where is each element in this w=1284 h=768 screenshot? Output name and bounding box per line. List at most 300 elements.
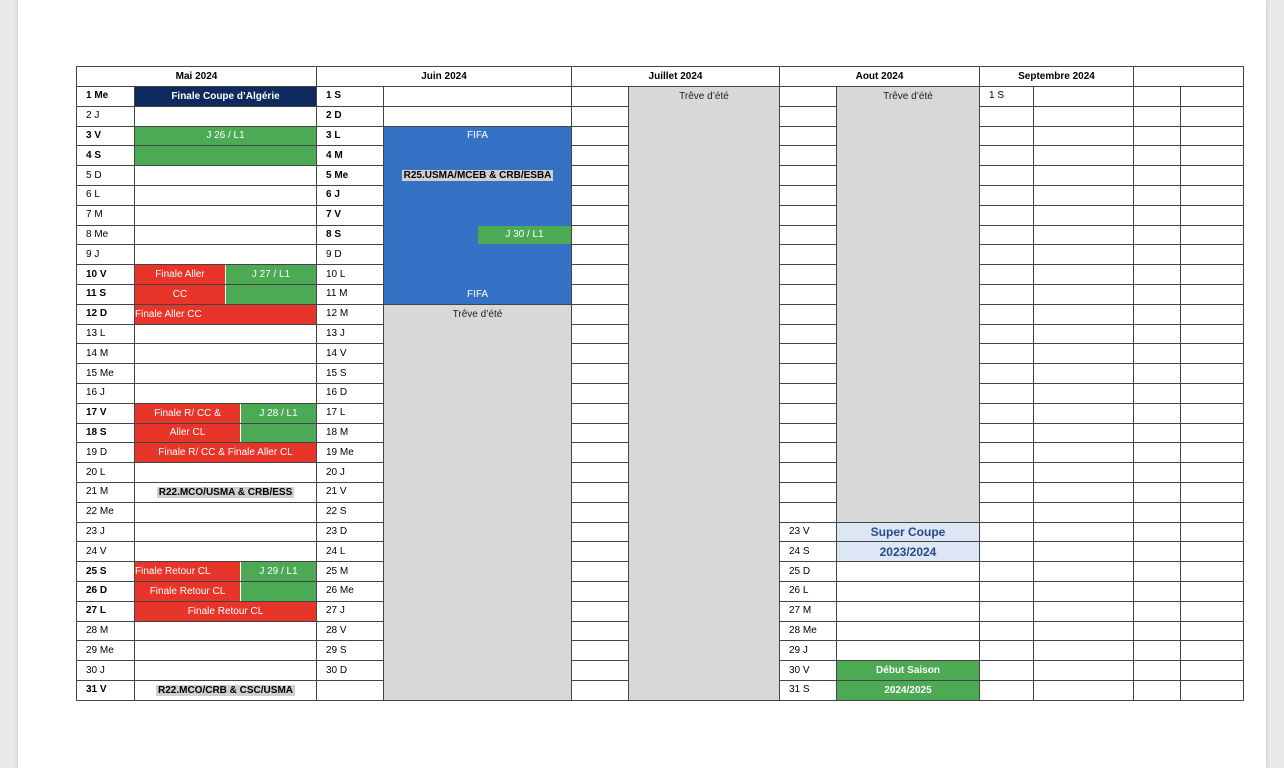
grid-cell [1134,622,1181,642]
grid-cell [572,265,629,285]
grid-cell [780,146,837,166]
grid-cell [1181,404,1244,424]
grid-cell [1034,641,1134,661]
grid-cell [572,364,629,384]
month-header [1134,66,1244,87]
day-label: 8 S [317,226,384,246]
month-header: Juin 2024 [317,66,572,87]
grid-cell [1134,364,1181,384]
grid-cell [980,107,1034,127]
day-label: 1 S [980,87,1034,107]
grid-cell [1181,364,1244,384]
grid-cell [1034,87,1134,107]
month-header: Juillet 2024 [572,66,780,87]
grid-cell [1134,443,1181,463]
day-label: 9 D [317,245,384,265]
grid-cell [980,483,1034,503]
day-label: 5 Me [317,166,384,186]
grid-cell [1134,285,1181,305]
grid-cell [1034,622,1134,642]
grid-cell [135,542,317,562]
grid-cell [1034,265,1134,285]
grid-cell [1034,344,1134,364]
grid-cell [1181,641,1244,661]
event-super-coupe-season [837,542,979,561]
day-label: 25 S [76,562,135,582]
grid-cell [572,325,629,345]
grid-cell [572,483,629,503]
event-finale-retour-cl-1-label: Finale Retour CL [135,566,211,578]
grid-cell [980,424,1034,444]
summer-break-aout [837,87,979,522]
grid-cell [1034,483,1134,503]
event-j29 [241,562,316,581]
event-r22-a-label: R22.MCO/USMA & CRB/ESS [158,486,293,498]
day-label: 21 M [76,483,135,503]
grid-cell [572,127,629,147]
day-label: 17 V [76,404,135,424]
grid-cell [1134,562,1181,582]
grid-cell [572,523,629,543]
grid-cell [1034,681,1134,701]
grid-cell [1034,127,1134,147]
grid-cell [572,87,629,107]
grid-cell [780,404,837,424]
month-header: Aout 2024 [780,66,980,87]
day-label: 16 J [76,384,135,404]
grid-cell [980,285,1034,305]
grid-cell [1181,285,1244,305]
grid-cell [1034,166,1134,186]
grid-cell [135,206,317,226]
grid-cell [980,206,1034,226]
grid-cell [572,542,629,562]
day-label: 11 M [317,285,384,305]
grid-cell [1134,344,1181,364]
grid-cell [1134,166,1181,186]
grid-cell [1181,166,1244,186]
grid-cell [780,325,837,345]
day-label: 15 Me [76,364,135,384]
event-super-coupe-label: Super Coupe [870,524,946,539]
grid-cell [572,582,629,602]
grid-cell [1034,146,1134,166]
grid-cell [980,325,1034,345]
grid-cell [980,265,1034,285]
grid-cell [572,186,629,206]
event-finale-retour-cl-1 [135,562,240,581]
treve-label-juin-label: Trêve d’été [452,308,503,320]
event-finale-retour-cl-2 [135,582,240,601]
grid-cell [384,107,572,127]
event-r25-label: R25.USMA/MCEB & CRB/ESBA [403,170,552,182]
day-label: 10 V [76,265,135,285]
day-label: 21 V [317,483,384,503]
grid-cell [1034,542,1134,562]
event-j27 [226,265,316,284]
grid-cell [780,503,837,523]
day-label: 11 S [76,285,135,305]
event-cc [135,285,225,304]
event-finale-r-cc-label: Finale R/ CC & [154,407,221,419]
grid-cell [1181,186,1244,206]
day-label: 3 V [76,127,135,147]
grid-cell [837,622,980,642]
grid-cell [572,641,629,661]
day-label: 31 S [780,681,837,701]
grid-cell [980,622,1034,642]
grid-cell [1034,404,1134,424]
grid-cell [1134,503,1181,523]
summer-break-juillet [629,87,779,700]
grid-cell [1034,186,1134,206]
event-j27-cont [226,285,316,304]
event-finale-retour-cl-3 [135,602,316,621]
grid-cell [837,562,980,582]
grid-cell [1134,582,1181,602]
grid-cell [780,364,837,384]
event-fifa-2-label: FIFA [466,288,489,300]
grid-cell [980,305,1034,325]
grid-cell [1181,443,1244,463]
event-finale-retour-cl-3-label: Finale Retour CL [187,605,264,617]
day-label: 10 L [317,265,384,285]
grid-cell [1034,107,1134,127]
treve-label-juillet [629,87,779,106]
grid-cell [980,127,1034,147]
treve-label-juin [384,305,571,324]
grid-cell [1134,325,1181,345]
grid-cell [135,523,317,543]
grid-cell [1134,127,1181,147]
event-super-coupe-season-label: 2023/2024 [879,544,937,559]
grid-cell [572,424,629,444]
grid-cell [980,602,1034,622]
grid-cell [135,661,317,681]
day-label: 13 J [317,325,384,345]
event-debut-saison-label: Début Saison [876,665,940,677]
event-j28 [241,404,316,423]
summer-break-juin [384,305,571,700]
day-label: 23 J [76,523,135,543]
grid-cell [780,463,837,483]
grid-cell [980,641,1034,661]
event-j26-label: J 26 / L1 [206,130,245,142]
day-label: 2 D [317,107,384,127]
grid-cell [1181,661,1244,681]
grid-cell [980,245,1034,265]
day-label: 27 J [317,602,384,622]
day-label: 18 M [317,424,384,444]
grid-cell [1034,325,1134,345]
event-finale-r-cc [135,404,240,423]
grid-cell [780,265,837,285]
grid-cell [780,384,837,404]
grid-cell [837,582,980,602]
day-label: 24 V [76,542,135,562]
grid-cell [780,285,837,305]
grid-cell [1134,305,1181,325]
grid-cell [1134,384,1181,404]
event-finale-r-cc-aller-cl-label: Finale R/ CC & Finale Aller CL [158,447,293,459]
day-label: 29 Me [76,641,135,661]
grid-cell [1181,305,1244,325]
grid-cell [135,641,317,661]
grid-cell [780,443,837,463]
grid-cell [1181,265,1244,285]
day-label: 4 M [317,146,384,166]
day-label: 26 D [76,582,135,602]
day-label: 23 D [317,523,384,543]
grid-cell [572,305,629,325]
grid-cell [1181,622,1244,642]
grid-cell [780,424,837,444]
grid-cell [1134,265,1181,285]
grid-cell [1134,146,1181,166]
grid-cell [1181,582,1244,602]
grid-cell [1134,463,1181,483]
grid-cell [980,226,1034,246]
grid-cell [1034,206,1134,226]
grid-cell [572,562,629,582]
grid-cell [135,344,317,364]
grid-cell [1034,245,1134,265]
grid-cell [572,226,629,246]
event-r22-b-label: R22.MCO/CRB & CSC/USMA [157,684,293,696]
grid-cell [980,404,1034,424]
grid-cell [1134,206,1181,226]
grid-cell [780,206,837,226]
day-label: 29 S [317,641,384,661]
grid-cell [1034,463,1134,483]
event-finale-coupe [135,87,316,106]
grid-cell [780,166,837,186]
grid-cell [572,503,629,523]
day-label: 20 J [317,463,384,483]
day-label: 8 Me [76,226,135,246]
grid-cell [1181,424,1244,444]
event-r25 [384,166,571,185]
grid-cell [572,344,629,364]
day-label: 16 D [317,384,384,404]
day-label: 5 D [76,166,135,186]
day-label: 13 L [76,325,135,345]
day-label: 25 D [780,562,837,582]
event-fifa-1 [384,127,571,146]
day-label: 14 M [76,344,135,364]
day-label: 25 M [317,562,384,582]
grid-cell [780,186,837,206]
day-label: 4 S [76,146,135,166]
grid-cell [780,344,837,364]
event-aller-cl [135,424,240,443]
grid-cell [1181,681,1244,701]
event-j29-cont [241,582,316,601]
grid-cell [837,602,980,622]
grid-cell [135,364,317,384]
day-label: 14 V [317,344,384,364]
grid-cell [1134,483,1181,503]
day-label: 6 L [76,186,135,206]
day-label: 1 S [317,87,384,107]
grid-cell [1181,463,1244,483]
grid-cell [980,186,1034,206]
grid-cell [1181,483,1244,503]
grid-cell [980,384,1034,404]
event-debut-saison-year-label: 2024/2025 [884,684,932,696]
event-finale-aller-label: Finale Aller [155,269,205,281]
grid-cell [980,443,1034,463]
grid-cell [1181,146,1244,166]
month-header: Septembre 2024 [980,66,1134,87]
grid-cell [1134,641,1181,661]
grid-cell [780,107,837,127]
grid-cell [1181,226,1244,246]
day-label: 17 L [317,404,384,424]
day-label: 22 S [317,503,384,523]
grid-cell [780,483,837,503]
day-label: 7 V [317,206,384,226]
day-label: 1 Me [76,87,135,107]
day-label: 20 L [76,463,135,483]
grid-cell [1034,562,1134,582]
document-page [18,0,1266,768]
grid-cell [572,404,629,424]
grid-cell [1034,424,1134,444]
grid-cell [1034,364,1134,384]
day-label: 19 Me [317,443,384,463]
grid-cell [384,87,572,107]
day-label: 23 V [780,523,837,543]
event-finale-retour-cl-2-label: Finale Retour CL [149,585,226,597]
grid-cell [135,384,317,404]
day-label: 2 J [76,107,135,127]
grid-cell [980,542,1034,562]
grid-cell [1181,344,1244,364]
grid-cell [980,681,1034,701]
day-label: 30 V [780,661,837,681]
grid-cell [980,463,1034,483]
day-label: 27 L [76,602,135,622]
grid-cell [1034,226,1134,246]
grid-cell [1134,226,1181,246]
grid-cell [572,661,629,681]
day-label: 26 Me [317,582,384,602]
grid-cell [1181,562,1244,582]
day-label: 18 S [76,424,135,444]
day-label: 6 J [317,186,384,206]
event-finale-r-cc-aller-cl [135,443,316,462]
grid-cell [1134,186,1181,206]
treve-label-juillet-label: Trêve d’été [679,90,729,102]
grid-cell [135,325,317,345]
grid-cell [572,285,629,305]
grid-cell [1034,582,1134,602]
grid-cell [980,562,1034,582]
day-label: 30 D [317,661,384,681]
grid-cell [135,186,317,206]
grid-cell [572,622,629,642]
grid-cell [1134,681,1181,701]
grid-cell [572,602,629,622]
day-label: 12 D [76,305,135,325]
grid-cell [1134,661,1181,681]
event-super-coupe [837,523,979,542]
grid-cell [780,305,837,325]
grid-cell [1034,384,1134,404]
grid-cell [1181,384,1244,404]
grid-cell [780,245,837,265]
event-finale-aller-cc-label: Finale Aller CC [135,308,202,320]
event-finale-aller [135,265,225,284]
grid-cell [1034,523,1134,543]
grid-cell [1181,245,1244,265]
grid-cell [1134,404,1181,424]
grid-cell [572,206,629,226]
grid-cell [135,622,317,642]
grid-cell [1181,542,1244,562]
grid-cell [1034,602,1134,622]
event-fifa-1-label: FIFA [466,130,489,142]
day-label: 9 J [76,245,135,265]
event-j28-label: J 28 / L1 [259,407,298,419]
day-label: 29 J [780,641,837,661]
grid-cell [1034,305,1134,325]
grid-cell [572,463,629,483]
grid-cell [1181,523,1244,543]
day-label: 26 L [780,582,837,602]
grid-cell [1034,443,1134,463]
grid-cell [135,226,317,246]
day-label: 31 V [76,681,135,701]
grid-cell [980,523,1034,543]
month-header: Mai 2024 [76,66,317,87]
day-label: 30 J [76,661,135,681]
event-cc-label: CC [172,288,188,300]
grid-cell [1181,87,1244,107]
event-debut-saison-year [837,681,979,700]
day-label: 27 M [780,602,837,622]
grid-cell [1134,542,1181,562]
day-label: 12 M [317,305,384,325]
day-label: 28 Me [780,622,837,642]
event-r22-b [135,681,316,700]
grid-cell [780,127,837,147]
grid-cell [980,344,1034,364]
grid-cell [572,443,629,463]
grid-cell [572,146,629,166]
grid-cell [135,245,317,265]
day-label: 7 M [76,206,135,226]
treve-label-aout [837,87,979,106]
event-j30-label: J 30 / L1 [505,229,544,241]
event-j28-cont [241,424,316,443]
grid-cell [1181,107,1244,127]
grid-cell [1134,107,1181,127]
grid-cell [1134,245,1181,265]
grid-cell [317,681,384,701]
event-r22-a [135,483,316,502]
event-fifa-2 [384,285,571,304]
grid-cell [135,503,317,523]
event-debut-saison [837,661,979,680]
event-j27-label: J 27 / L1 [251,269,291,281]
event-aller-cl-label: Aller CL [169,427,206,439]
grid-cell [1134,424,1181,444]
grid-cell [1034,285,1134,305]
day-label: 22 Me [76,503,135,523]
event-j26-cont [135,146,316,165]
